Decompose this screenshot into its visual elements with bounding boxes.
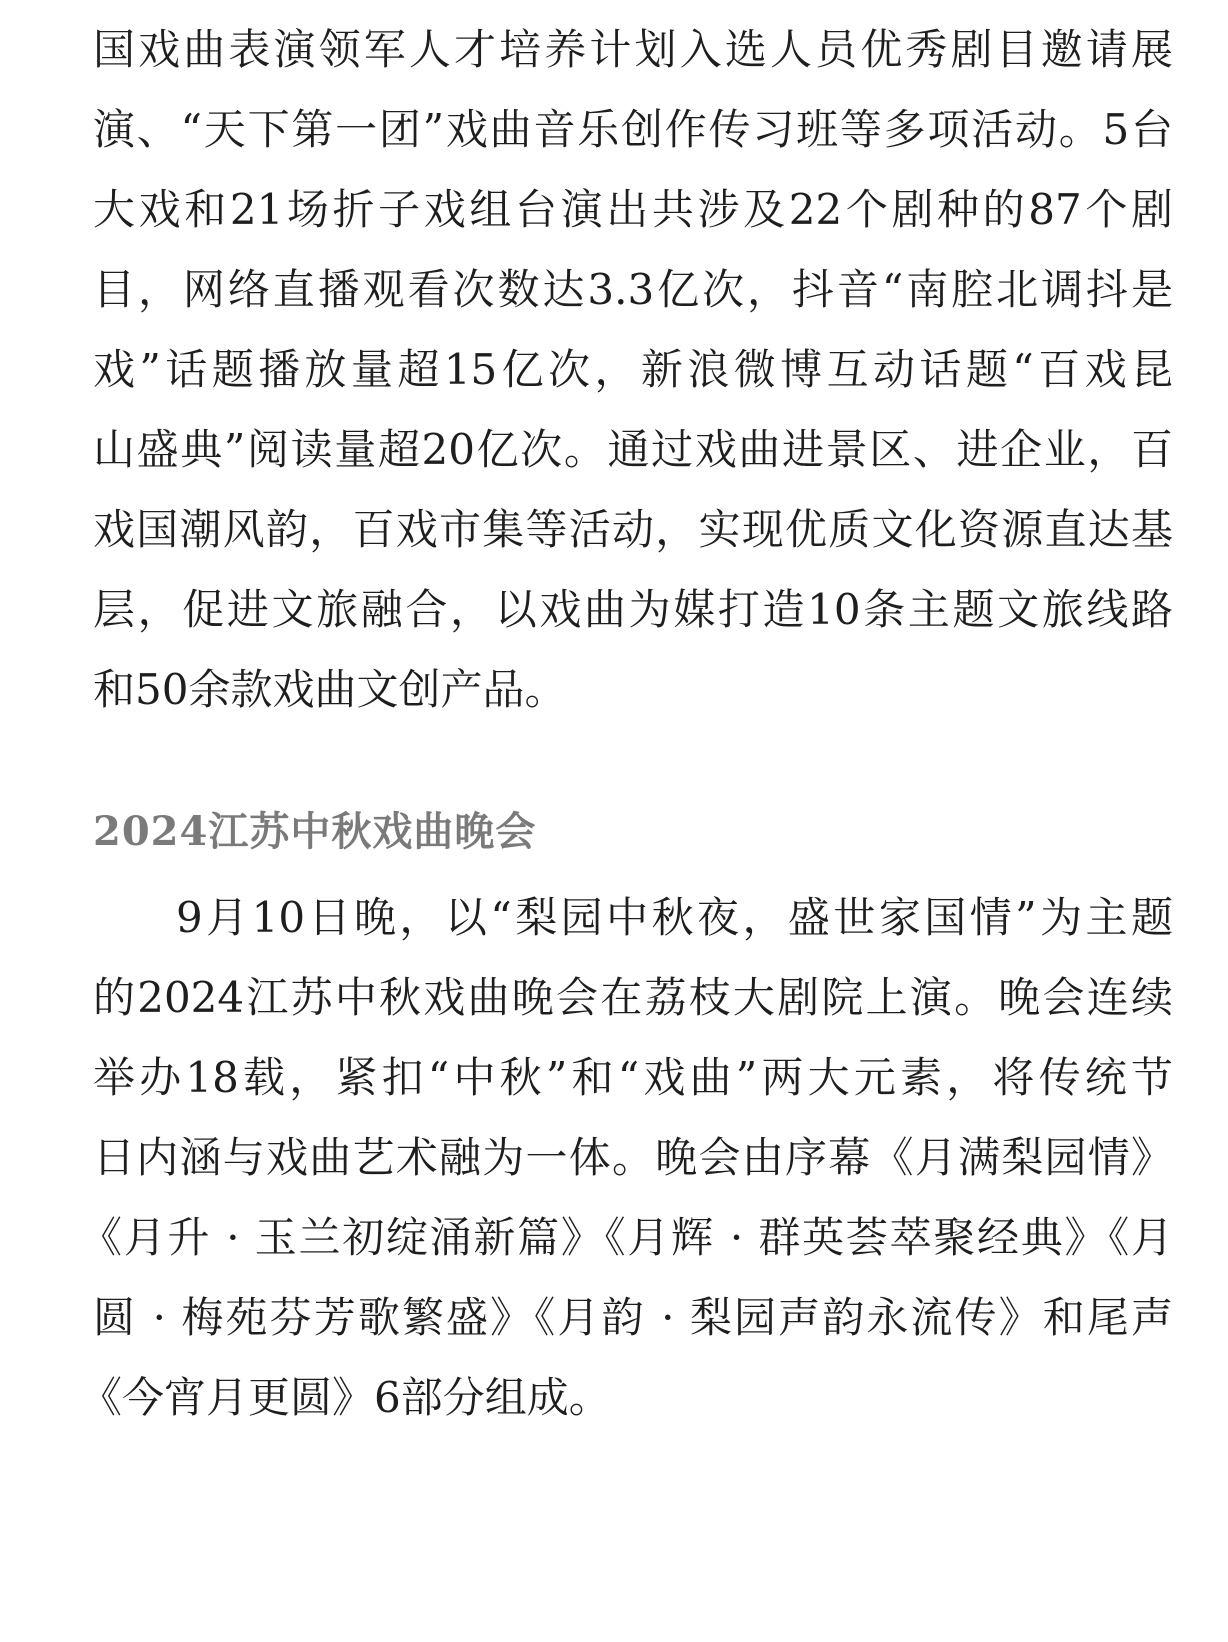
paragraph-1-line-2: 演、“天下第一团”戏曲音乐创作传习班等多项活动。5台 (93, 105, 1173, 154)
section-heading: 2024江苏中秋戏曲晚会 (93, 808, 537, 855)
paragraph-2-line-2: 的2024江苏中秋戏曲晚会在荔枝大剧院上演。晚会连续 (93, 973, 1173, 1022)
paragraph-1-line-4: 目，网络直播观看次数达3.3亿次，抖音“南腔北调抖是 (93, 265, 1173, 314)
paragraph-2-line-3: 举办18载，紧扣“中秋”和“戏曲”两大元素，将传统节 (93, 1053, 1173, 1102)
paragraph-1-line-5: 戏”话题播放量超15亿次，新浪微博互动话题“百戏昆 (93, 345, 1173, 394)
paragraph-1-line-8: 层，促进文旅融合，以戏曲为媒打造10条主题文旅线路 (93, 585, 1173, 634)
paragraph-1-line-3: 大戏和21场折子戏组台演出共涉及22个剧种的87个剧 (93, 185, 1173, 234)
paragraph-1-line-6: 山盛典”阅读量超20亿次。通过戏曲进景区、进企业，百 (93, 425, 1173, 474)
paragraph-1-line-9: 和50余款戏曲文创产品。 (93, 665, 567, 714)
paragraph-1-line-7: 戏国潮风韵，百戏市集等活动，实现优质文化资源直达基 (93, 505, 1173, 554)
paragraph-2-line-6: 圆 · 梅苑芬芳歌繁盛》《月韵 · 梨园声韵永流传》和尾声 (93, 1293, 1173, 1342)
paragraph-2-line-5: 《月升 · 玉兰初绽涌新篇》《月辉 · 群英荟萃聚经典》《月 (80, 1213, 1173, 1262)
paragraph-1-line-1: 国戏曲表演领军人才培养计划入选人员优秀剧目邀请展 (93, 25, 1173, 74)
paragraph-2-line-4: 日内涵与戏曲艺术融为一体。晚会由序幕《月满梨园情》 (93, 1133, 1173, 1182)
paragraph-2-line-1: 9月10日晚，以“梨园中秋夜，盛世家国情”为主题 (176, 893, 1173, 942)
paragraph-2-line-7: 《今宵月更圆》6部分组成。 (80, 1373, 611, 1422)
